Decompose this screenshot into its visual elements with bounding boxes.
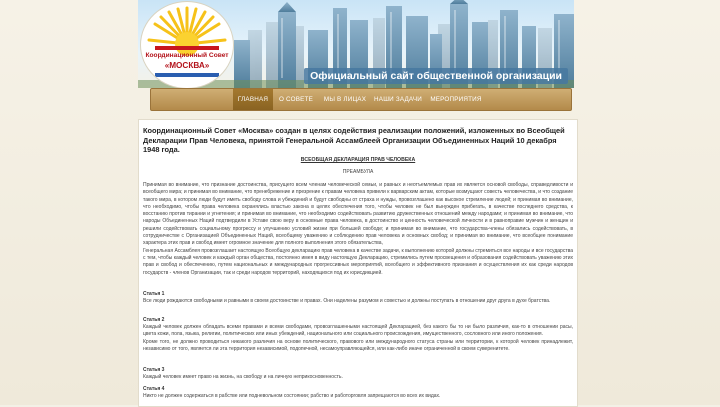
article-title: Статья 3 <box>143 367 165 373</box>
article-text-continued: Кроме того, не должно проводиться никакого различия на основе политического, правового или международного статуса страны или территории, к которой человек принадлежит, независимо от того, является ли эта территория независимой, подопечной, несамоуправляющейся, или как-либо иначе ограниченной в своем суверенитете. <box>143 338 573 352</box>
logo-blue-stripe <box>155 73 219 77</box>
nav-item-home[interactable]: ГЛАВНАЯ <box>233 89 273 110</box>
logo-line-1: Координационный Совет <box>145 52 229 59</box>
article-2 <box>143 317 573 353</box>
article-title: Статья 4 <box>143 386 165 392</box>
logo-line-2: «МОСКВА» <box>164 61 210 70</box>
article-title: Статья 2 <box>143 317 165 323</box>
article-title: Статья 1 <box>143 291 165 297</box>
nav-item-tasks[interactable]: НАШИ ЗАДАЧИ <box>374 96 422 103</box>
article-text: Каждый человек должен обладать всеми правами и всеми свободами, провозглашенными настоящей Декларацией, без какого бы то ни было различия, как-то в отношении расы, цвета кожи, пола, языка, религии, политических или иных убеждений, национального или социального происхождения, имущественного, сословного или иного положения. <box>143 324 573 338</box>
intro-heading: Координационный Совет «Москва» создан в целях содействия реализации положений, изложенных во Всеобщей Декларации Прав Человека, принятой Генеральной Ассамблеей Организации Объединенных Наций 10 декабря 1948 года. <box>143 126 565 154</box>
council-logo[interactable] <box>141 2 233 88</box>
article-1 <box>143 291 573 305</box>
article-text: Каждый человек имеет право на жизнь, на свободу и на личную неприкосновенность. <box>143 374 343 380</box>
article-4 <box>143 386 573 400</box>
nav-item-events[interactable]: МЕРОПРИЯТИЯ <box>430 96 482 103</box>
nav-item-people[interactable]: МЫ В ЛИЦАХ <box>323 96 367 103</box>
main-content <box>138 119 578 407</box>
preamble-paragraph-2: Генеральная Ассамблея провозглашает настоящую Всеобщую декларацию прав человека в качестве задачи, к выполнению которой должны стремиться все народы и все государства с тем, чтобы каждый человек и каждый орган общества, постоянно имея в виду настоящую Декларацию, стремились путем просвещения и образования содействовать уважению этих прав и свобод и обеспечению, путем национальных и международных прогрессивных мероприятий, всеобщего и эффективного признания и осуществления их как среди народов государств - членов Организации, так и среди народов территорий, находящихся под их юрисдикцией. <box>143 247 573 276</box>
main-navigation <box>150 88 572 111</box>
article-3 <box>143 367 573 381</box>
preamble-text <box>143 182 573 277</box>
article-text: Все люди рождаются свободными и равными в своем достоинстве и правах. Они наделены разумом и совестью и должны поступать в отношении друг друга в духе братства. <box>143 298 551 304</box>
preamble-paragraph-1: Принимая во внимание, что признание достоинства, присущего всем членам человеческой семьи, и равных и неотъемлемых прав их является основой свободы, справедливости и всеобщего мира; и принимая во внимание, что пренебрежение и презрение к правам человека привели к варварским актам, которые возмущают совесть человечества, и что создание такого мира, в котором люди будут иметь свободу слова и убеждений и будут свободны от страха и нужды, провозглашено как высокое стремление людей; и принимая во внимание, что необходимо, чтобы права человека охранялись властью закона в целях обеспечения того, чтобы человек не был вынужден прибегать, в качестве последнего средства, к восстанию против тирании и угнетения; и принимая во внимание, что необходимо содействовать развитию дружественных отношений между народами; и принимая во внимание, что народы Объединенных Наций подтвердили в Уставе свою веру в основные права человека, в достоинство и ценность человеческой личности и в равноправие мужчин и женщин и решили содействовать социальному прогрессу и улучшению условий жизни при большей свободе; и принимая во внимание, что государства-члены обязались содействовать, в сотрудничестве с Организацией Объединенных Наций, всеобщему уважению и соблюдению прав человека и основных свобод; и принимая во внимание, что всеобщее понимание характера этих прав и свобод имеет огромное значение для полного выполнения этого обязательства, <box>143 182 573 247</box>
logo-red-stripe <box>155 46 219 50</box>
site-tagline: Официальный сайт общественной организации <box>304 68 568 84</box>
preamble-title: ПРЕАМБУЛА <box>342 169 374 175</box>
declaration-link[interactable]: ВСЕОБЩАЯ ДЕКЛАРАЦИЯ ПРАВ ЧЕЛОВЕКА <box>300 157 416 163</box>
article-text: Никто не должен содержаться в рабстве или подневольном состоянии; рабство и работорговля запрещаются во всех их видах. <box>143 393 441 399</box>
nav-item-about[interactable]: О СОВЕТЕ <box>278 96 313 103</box>
